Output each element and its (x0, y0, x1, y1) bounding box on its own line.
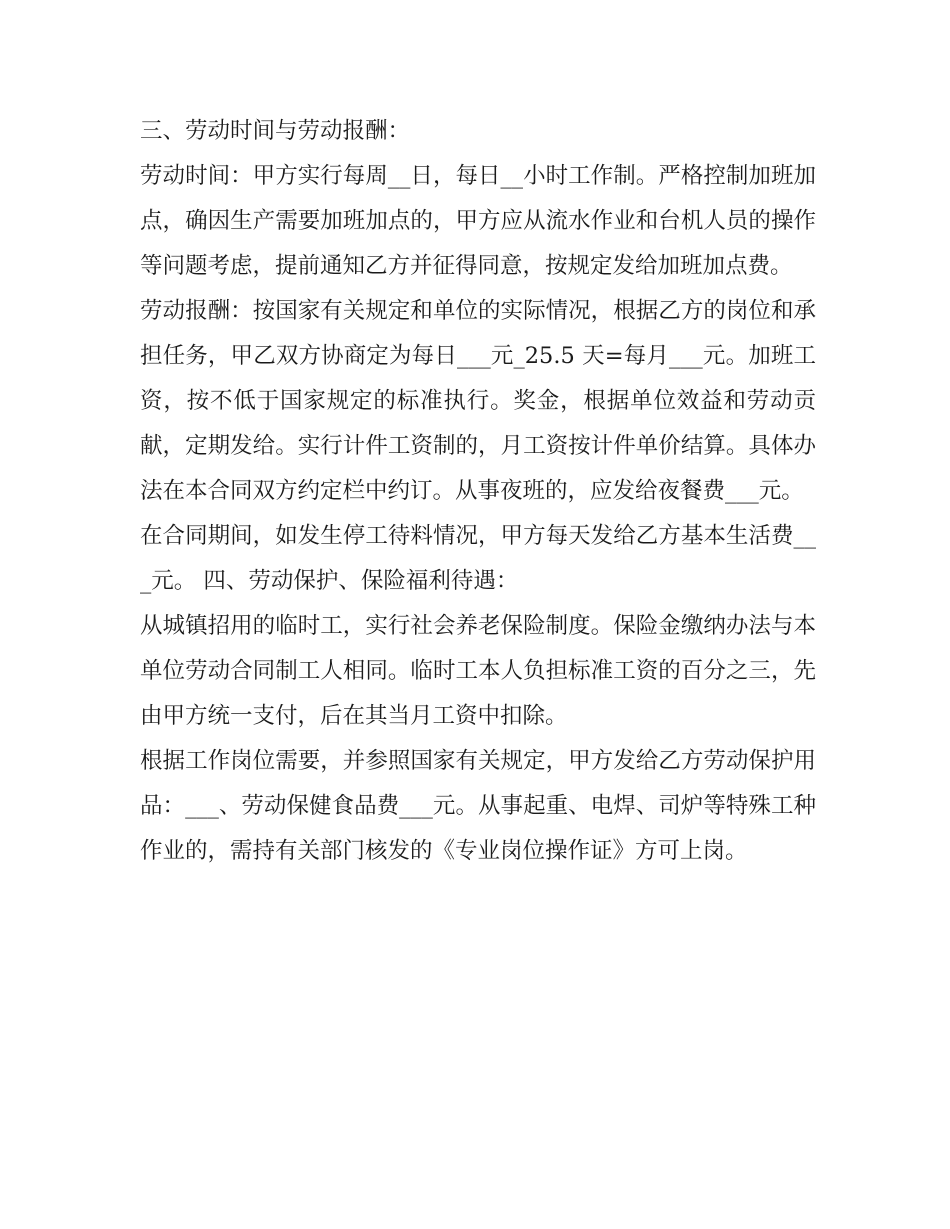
paragraph-pension-insurance: 从城镇招用的临时工，实行社会养老保险制度。保险金缴纳办法与本单位劳动合同制工人相同。临时工本人负担标准工资的百分之三，先由甲方统一支付，后在其当月工资中扣除。 (140, 613, 816, 729)
paragraph-working-hours: 劳动时间：甲方实行每周__日，每日__小时工作制。严格控制加班加点，确因生产需要加班加点的，甲方应从流水作业和台机人员的操作等问题考虑，提前通知乙方并征得同意，按规定发给加班加点费。 (140, 163, 816, 279)
paragraph-protective-equipment: 根据工作岗位需要，并参照国家有关规定，甲方发给乙方劳动保护用品：___、劳动保健食品费___元。从事起重、电焊、司炉等特殊工种作业的，需持有关部门核发的《专业岗位操作证》方可上岗。 (140, 748, 816, 864)
document-body (140, 109, 816, 874)
section-heading-labor-time-pay: 三、劳动时间与劳动报酬： (140, 118, 411, 144)
paragraph-work-stoppage: 在合同期间，如发生停工待料情况，甲方每天发给乙方基本生活费___元。 四、劳动保护、保险福利待遇： (140, 523, 816, 594)
paragraph-remuneration: 劳动报酬：按国家有关规定和单位的实际情况，根据乙方的岗位和承担任务，甲乙双方协商定为每日___元_25.5 天=每月___元。加班工资，按不低于国家规定的标准执行。奖金，根据单位效益和劳动贡献，定期发给。实行计件工资制的，月工资按计件单价结算。具体办法在本合同双方约定栏中约订。从事夜班的，应发给夜餐费___元。 (140, 298, 816, 504)
